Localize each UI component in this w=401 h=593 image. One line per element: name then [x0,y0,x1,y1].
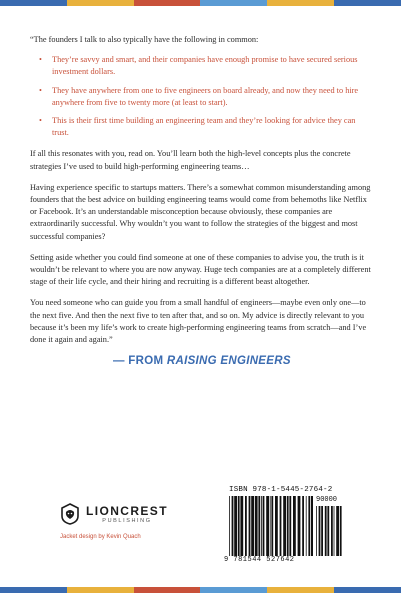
barcode-bar [263,496,265,556]
ean-digits: 9 781544 527642 [224,556,295,564]
tagline-book-title: RAISING ENGINEERS [166,355,291,368]
barcode-bar [331,506,333,556]
barcode-bar [336,506,339,556]
jacket-design-credit: Jacket design by Kevin Quach [60,534,141,540]
stripe-segment [200,0,267,6]
barcode-bar [283,496,286,556]
barcode-bar [245,496,247,556]
barcode-bar [293,496,296,556]
barcode-bar [311,496,313,556]
top-color-stripe [0,0,401,6]
barcode-bar [251,496,254,556]
stripe-segment [67,587,134,593]
barcode-bar [270,496,271,556]
source-tagline [113,355,374,367]
paragraph: If all this resonates with you, read on. You’ll learn both the high-level concepts plus the concrete strategies I’ve used to build high-performing engineering teams… [30,149,351,171]
barcode-bar [308,496,310,556]
barcode-bar [321,506,323,556]
publisher-wordmark [86,505,168,524]
barcode-bar [298,496,301,556]
stripe-segment [0,0,67,6]
barcode-bar [327,506,329,556]
stripe-segment [334,0,401,6]
barcode-bar [266,496,269,556]
price-code: 90000 [316,496,338,504]
barcode-bar [232,496,234,556]
stripe-segment [200,587,267,593]
barcode-bar [319,506,321,556]
paragraph: Having experience specific to startups matters. There’s a somewhat common misunderstanding among founders that the best advice on building engineering teams would come from behemoths like Netflix or Facebook. It’s an understandable misconception because obviously, these companies are extraordinarily successful. Why wouldn’t you want to follow the strategies of the biggest and most successful companies? [30,182,371,241]
bullet-item [39,85,374,109]
barcode-bar [234,496,237,556]
barcode-bar [240,496,243,556]
barcode-bar [340,506,342,556]
bullet-list [39,54,374,139]
back-cover-text [30,34,374,367]
stripe-segment [267,0,334,6]
bullet-text: This is their first time building an engineering team and they’re looking for advice they can trust. [52,116,356,138]
stripe-segment [267,587,334,593]
publisher-sub: PUBLISHING [102,517,152,524]
price-bars [316,506,344,556]
bullet-dot-icon: • [39,85,42,95]
barcode-bar [306,496,307,556]
barcode-bar [316,506,317,556]
isbn-number: ISBN 978-1-5445-2764-2 [229,486,333,494]
bullet-text: They have anywhere from one to five engineers on board already, and now they need to hire anywhere from five to twenty more (at least to start). [52,85,359,107]
bullet-text: They’re savvy and smart, and their companies have enough promise to have secured serious investment dollars. [52,55,358,77]
barcode-bar [255,496,258,556]
barcode-bar [325,506,327,556]
ean-bars [229,496,313,556]
bottom-color-stripe [0,587,401,593]
barcode-bar [271,496,273,556]
stripe-segment [134,0,201,6]
barcode-bar [258,496,260,556]
publisher-logo [60,503,180,525]
tagline-prefix: — FROM [113,355,167,368]
stripe-segment [0,587,67,593]
barcode-bar [289,496,291,556]
bullet-dot-icon: • [39,116,42,126]
barcode-bar [275,496,278,556]
barcode-bar [229,496,230,556]
barcode-bar [302,496,304,556]
publisher-logo-block [60,503,180,540]
intro-quote: “The founders I talk to also typically have the following in common: [30,35,259,44]
barcode-bar [334,506,335,556]
barcode-bar [238,496,240,556]
publisher-name: LIONCREST [86,503,168,518]
stripe-segment [334,587,401,593]
bullet-dot-icon: • [39,55,42,65]
lion-icon [60,503,80,525]
barcode-bar [249,496,251,556]
isbn-barcode [223,484,348,568]
bullet-item [39,115,374,139]
paragraph: You need someone who can guide you from a small handful of engineers—maybe even only one—to the next five. And then the next five to ten after that, and so on. My advice is directly relevant to you because it’s been my life’s work to create high-performing engineering teams from scratch—and I’ve done it again and again.” [30,298,367,345]
barcode-bar [261,496,262,556]
stripe-segment [134,587,201,593]
bullet-item [39,54,374,78]
stripe-segment [67,0,134,6]
paragraph: Setting aside whether you could find someone at one of these companies to advise you, the truth is it wouldn’t be relevant to where you are now anyway. Huge tech companies are at a completely different stage of their life cycle, and their hiring and recruiting is a different beast altogether. [30,252,371,287]
barcode-bar [280,496,282,556]
barcode-bar [287,496,289,556]
